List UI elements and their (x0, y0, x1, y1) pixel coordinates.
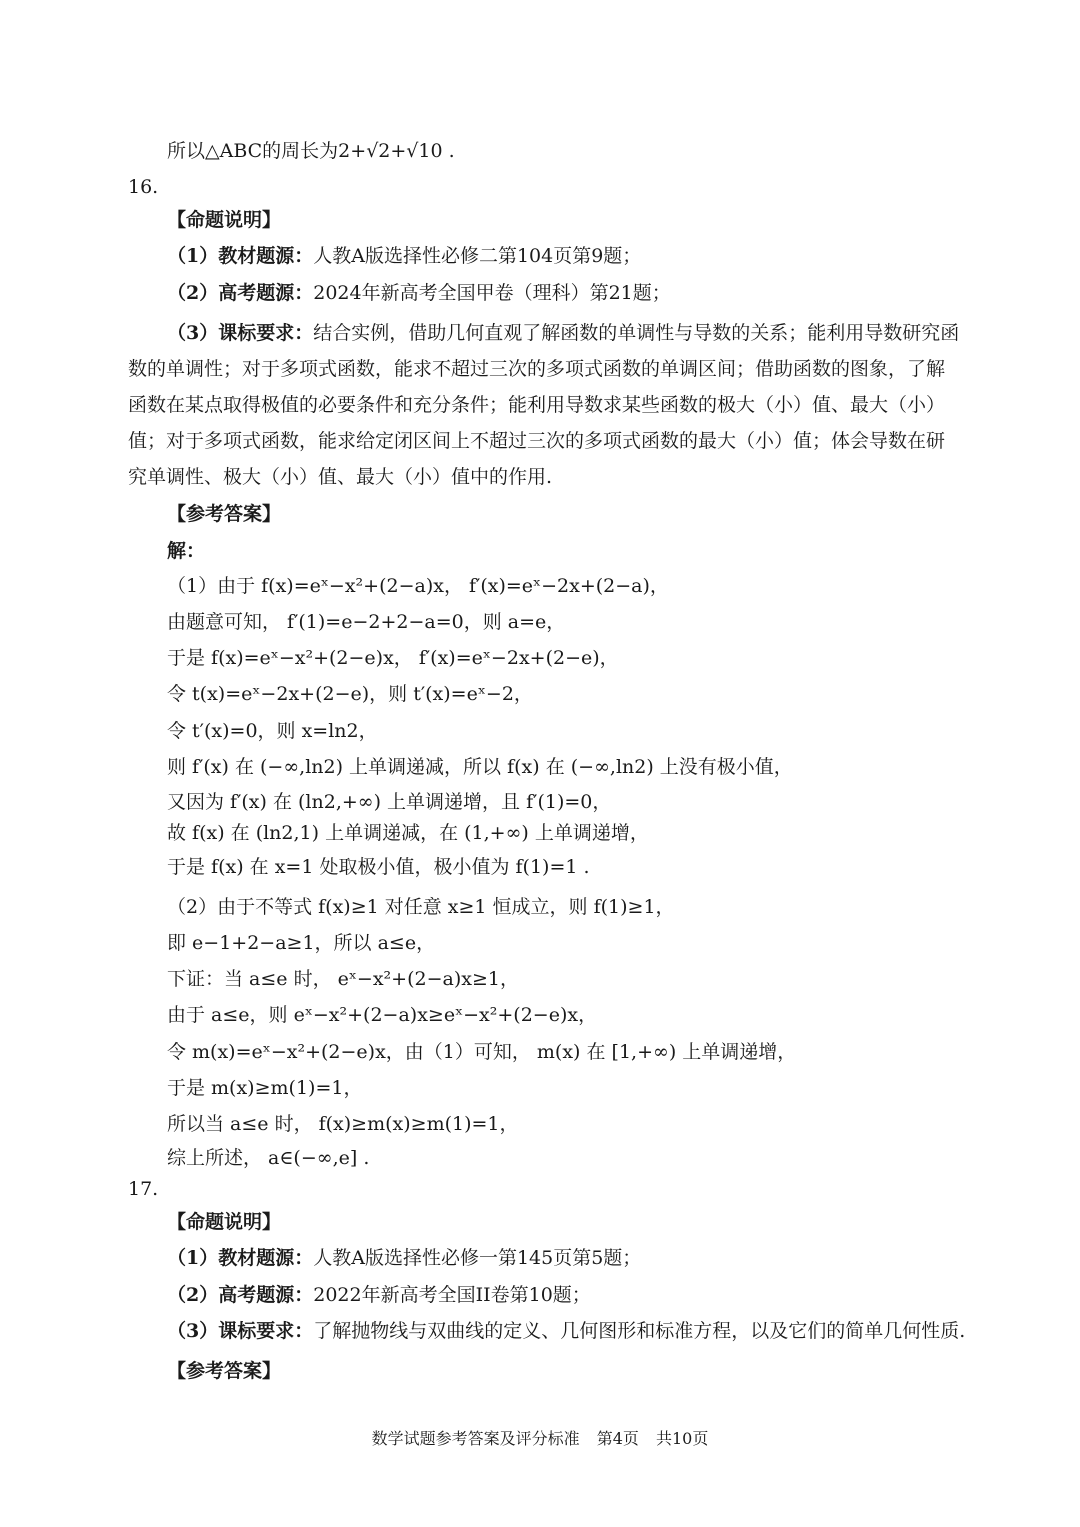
q16-source2-line (167, 280, 671, 306)
q16-solution-line: 故 f(x) 在 (ln2,1) 上单调递减，在 (1,+∞) 上单调递增， (167, 822, 649, 844)
footer-page-number: 第4页 (596, 1429, 639, 1448)
q17-source2-text: 2022年新高考全国II卷第10题； (313, 1284, 591, 1306)
q16-mingti-header: 【命题说明】 (167, 209, 282, 231)
q16-solution-line: （2）由于不等式 f(x)≥1 对任意 x≥1 恒成立，则 f(1)≥1， (167, 896, 675, 918)
q16-solution-line: 令 m(x)=eˣ−x²+(2−e)x，由（1）可知， m(x) 在 [1,+∞) 上单调递增， (167, 1041, 797, 1063)
q16-solution-line: 于是 f(x)=eˣ−x²+(2−e)x， f′(x)=eˣ−2x+(2−e)， (167, 647, 619, 669)
q16-req-line5: 究单调性、极大（小）值、最大（小）值中的作用. (128, 466, 553, 488)
q16-answer-header: 【参考答案】 (167, 503, 282, 525)
q17-mingti-header: 【命题说明】 (167, 1211, 282, 1233)
q17-req-line (167, 1318, 965, 1344)
q16-source1-text: 人教A版选择性必修二第104页第9题； (313, 245, 642, 267)
footer-title: 数学试题参考答案及评分标准 (371, 1429, 580, 1448)
q16-solution-line: 由题意可知， f′(1)=e−2+2−a=0，则 a=e， (167, 611, 566, 633)
q16-source1-label: （1）教材题源： (167, 245, 314, 267)
q16-req-text1: 结合实例，借助几何直观了解函数的单调性与导数的关系；能利用导数研究函 (313, 322, 960, 344)
q16-source2-label: （2）高考题源： (167, 282, 314, 304)
footer-total-pages: 共10页 (656, 1429, 709, 1448)
q17-req-label: （3）课标要求： (167, 1320, 314, 1342)
q16-req-line2: 数的单调性；对于多项式函数，能求不超过三次的多项式函数的单调区间；借助函数的图象，了解 (128, 358, 946, 380)
q16-solution-line: 又因为 f′(x) 在 (ln2,+∞) 上单调递增，且 f′(1)=0， (167, 791, 612, 813)
q17-answer-header: 【参考答案】 (167, 1360, 282, 1382)
q16-solution-line: 则 f′(x) 在 (−∞,ln2) 上单调递减，所以 f(x) 在 (−∞,ln2) 上没有极小值， (167, 756, 793, 778)
q17-source2-label: （2）高考题源： (167, 1284, 314, 1306)
q16-solution-line: 所以当 a≤e 时， f(x)≥m(x)≥m(1)=1， (167, 1113, 519, 1135)
q16-solution-line: （1）由于 f(x)=eˣ−x²+(2−a)x， f′(x)=eˣ−2x+(2−a)， (167, 575, 669, 597)
q16-solution-label: 解： (167, 540, 206, 562)
question-16-number: 16. (128, 176, 159, 198)
q16-solution-line: 由于 a≤e，则 eˣ−x²+(2−a)x≥eˣ−x²+(2−e)x， (167, 1004, 598, 1026)
q16-solution-line: 综上所述， a∈(−∞,e] . (167, 1147, 370, 1169)
q16-req-label: （3）课标要求： (167, 322, 314, 344)
q16-solution-line: 于是 f(x) 在 x=1 处取极小值，极小值为 f(1)=1 . (167, 856, 590, 878)
page-footer (0, 1428, 1080, 1450)
q16-solution-line: 即 e−1+2−a≥1，所以 a≤e， (167, 932, 436, 954)
q16-req-line4: 值；对于多项式函数，能求给定闭区间上不超过三次的多项式函数的最大（小）值；体会导数在研 (128, 430, 946, 452)
q16-source1-line (167, 243, 641, 269)
q17-source2-line (167, 1282, 591, 1308)
q16-req-line1 (167, 320, 960, 346)
perimeter-conclusion-line: 所以△ABC的周长为2+√2+√10 . (167, 140, 455, 162)
q16-req-line3: 函数在某点取得极值的必要条件和充分条件；能利用导数求某些函数的极大（小）值、最大（小） (128, 394, 946, 416)
q17-source1-label: （1）教材题源： (167, 1247, 314, 1269)
q17-source1-text: 人教A版选择性必修一第145页第5题； (313, 1247, 642, 1269)
q16-source2-text: 2024年新高考全国甲卷（理科）第21题； (313, 282, 671, 304)
q16-solution-line: 于是 m(x)≥m(1)=1， (167, 1077, 363, 1099)
q16-solution-line: 下证：当 a≤e 时， eˣ−x²+(2−a)x≥1， (167, 968, 519, 990)
q17-req-text: 了解抛物线与双曲线的定义、几何图形和标准方程，以及它们的简单几何性质. (313, 1320, 966, 1342)
question-17-number: 17. (128, 1178, 159, 1200)
q17-source1-line (167, 1245, 641, 1271)
q16-solution-line: 令 t′(x)=0，则 x=ln2， (167, 720, 378, 742)
q16-solution-line: 令 t(x)=eˣ−2x+(2−e)，则 t′(x)=eˣ−2， (167, 683, 533, 705)
